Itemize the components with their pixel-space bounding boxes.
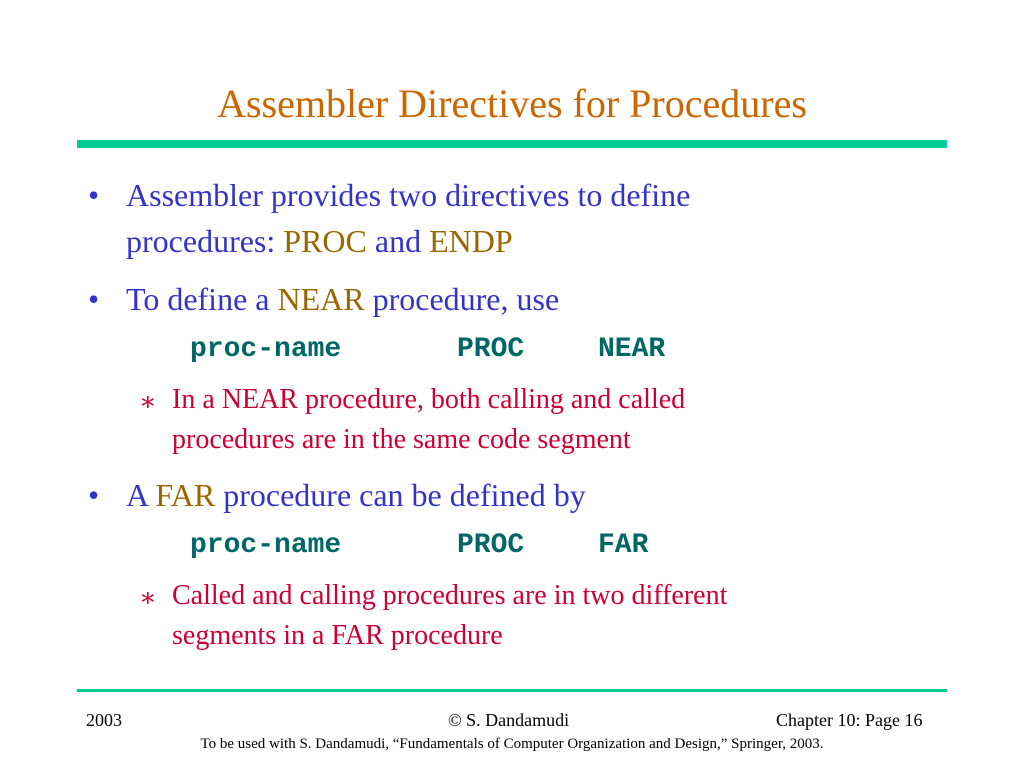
bullet-3-line [126,473,586,517]
keyword-far: FAR [155,477,216,513]
bullet-1-line-2 [126,219,513,263]
bullet-marker: • [88,281,100,317]
bullet-3-pre: A [126,477,156,513]
bullet-1-line-1: Assembler provides two directives to define [126,177,691,213]
sub-bullet-marker: ∗ [139,387,157,416]
bullet-marker: • [88,477,100,513]
footer-caption: To be used with S. Dandamudi, “Fundamentals of Computer Organization and Design,” Springer, 2003. [200,736,824,752]
bullet-2-line [126,277,559,321]
footer-page-number: Chapter 10: Page 16 [776,710,923,730]
bullet-1-conjunction: and [366,223,430,259]
code-far-keyword: FAR [598,530,649,561]
slide-title: Assembler Directives for Procedures [217,81,807,126]
bullet-marker: • [88,177,100,213]
code-proc-keyword: PROC [457,530,525,561]
bullet-2-pre: To define a [126,281,278,317]
code-near-keyword: NEAR [598,334,666,365]
sub-bullet-marker: ∗ [139,583,157,612]
keyword-proc: PROC [283,223,367,259]
keyword-near: NEAR [277,281,365,317]
code-proc-name: proc-name [190,334,342,365]
footer-divider [77,689,947,692]
sub-bullet-2-line-1: Called and calling procedures are in two different [172,580,728,611]
bullet-1-text: procedures: [126,223,284,259]
code-proc-keyword: PROC [457,334,525,365]
footer-author: © S. Dandamudi [448,710,570,730]
bullet-3-post: procedure can be defined by [215,477,586,513]
sub-bullet-1-line-1: In a NEAR procedure, both calling and called [172,384,686,415]
code-proc-name: proc-name [190,530,342,561]
sub-bullet-2-line-2: segments in a FAR procedure [172,620,503,651]
bullet-2-post: procedure, use [364,281,560,317]
keyword-endp: ENDP [429,223,513,259]
sub-bullet-1-line-2: procedures are in the same code segment [172,424,631,455]
footer-year: 2003 [86,710,122,730]
